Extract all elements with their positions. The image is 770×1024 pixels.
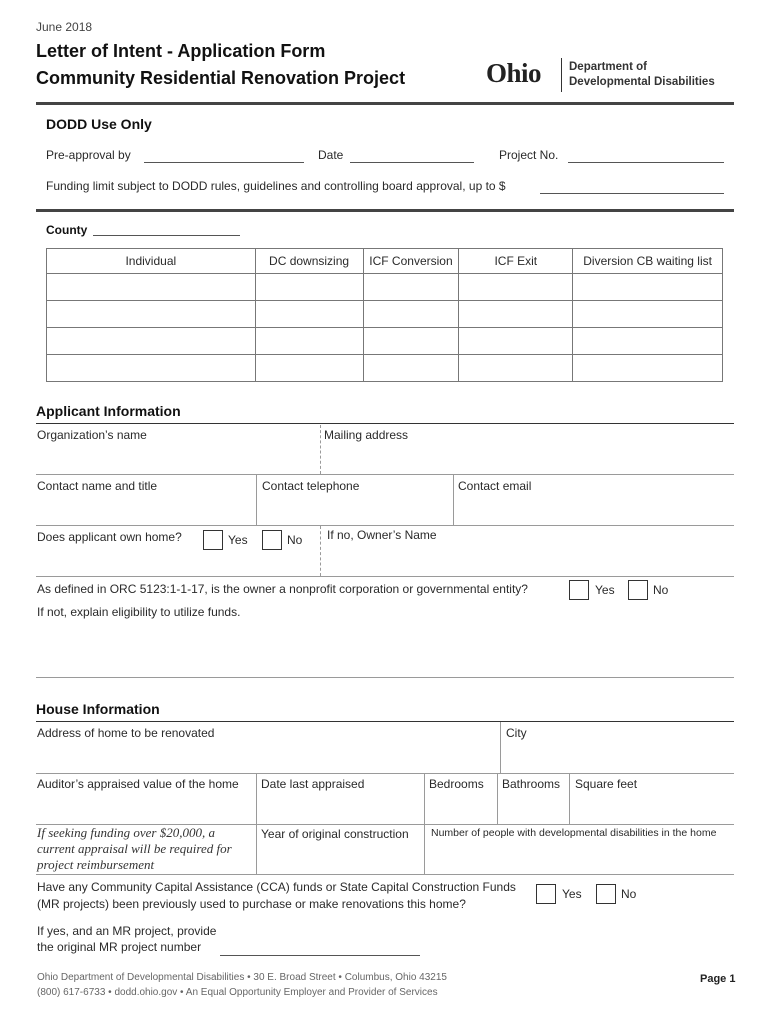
cca-no-checkbox[interactable] — [596, 884, 616, 904]
appraisal-note-line3: project reimbursement — [37, 857, 155, 872]
footer-address: Ohio Department of Developmental Disabilities • 30 E. Broad Street • Columbus, Ohio 43215 — [37, 972, 447, 983]
table-cell[interactable] — [255, 274, 363, 301]
mr-project-line2: the original MR project number — [37, 940, 202, 954]
table-cell[interactable] — [459, 274, 573, 301]
orc-yes-label: Yes — [595, 583, 615, 597]
col-icf-conversion: ICF Conversion — [363, 249, 459, 274]
appraisal-note-line2: current appraisal will be required for — [37, 841, 232, 856]
col-individual: Individual — [47, 249, 256, 274]
divider — [36, 773, 734, 774]
divider — [424, 774, 425, 824]
form-date: June 2018 — [36, 20, 93, 34]
own-home-yes-checkbox[interactable] — [203, 530, 223, 550]
table-row — [47, 328, 723, 355]
mr-project-line1: If yes, and an MR project, provide — [37, 924, 217, 938]
col-dc-downsizing: DC downsizing — [255, 249, 363, 274]
cca-yes-checkbox[interactable] — [536, 884, 556, 904]
date-field[interactable] — [350, 162, 474, 163]
page-number: Page 1 — [700, 973, 736, 985]
contact-name-label: Contact name and title — [37, 479, 158, 493]
applicant-heading-rule — [36, 423, 734, 424]
divider — [320, 526, 321, 576]
divider — [424, 825, 425, 874]
table-cell[interactable] — [573, 301, 723, 328]
divider — [36, 474, 734, 475]
form-subtitle: Community Residential Renovation Project — [36, 68, 406, 88]
form-title: Letter of Intent - Application Form — [36, 41, 326, 61]
year-construction-label: Year of original construction — [261, 827, 409, 841]
divider — [453, 475, 454, 525]
explain-eligibility-label: If not, explain eligibility to utilize funds. — [37, 605, 241, 619]
header-divider — [36, 102, 734, 105]
table-cell[interactable] — [573, 328, 723, 355]
own-home-yes-label: Yes — [228, 533, 248, 547]
mr-project-number-field[interactable] — [220, 955, 420, 956]
divider — [36, 874, 734, 875]
funding-limit-label: Funding limit subject to DODD rules, guidelines and controlling board approval, up to $ — [46, 179, 506, 193]
footer-contact: (800) 617-6733 • dodd.ohio.gov • An Equal Opportunity Employer and Provider of Services — [37, 987, 438, 998]
divider — [36, 677, 734, 678]
table-cell[interactable] — [573, 355, 723, 382]
col-diversion: Diversion CB waiting list — [573, 249, 723, 274]
city-label: City — [506, 726, 527, 740]
divider — [36, 525, 734, 526]
col-icf-exit: ICF Exit — [459, 249, 573, 274]
bedrooms-label: Bedrooms — [429, 777, 484, 791]
divider — [256, 825, 257, 874]
divider — [320, 425, 321, 474]
county-label: County — [46, 223, 88, 237]
table-cell[interactable] — [47, 328, 256, 355]
preapproval-label: Pre-approval by — [46, 148, 131, 162]
dodd-divider — [36, 209, 734, 212]
county-table — [46, 248, 723, 382]
table-cell[interactable] — [459, 328, 573, 355]
num-people-label: Number of people with developmental disabilities in the home — [431, 827, 717, 839]
table-cell[interactable] — [459, 301, 573, 328]
table-cell[interactable] — [363, 355, 459, 382]
owner-name-label: If no, Owner’s Name — [327, 528, 437, 542]
table-cell[interactable] — [47, 355, 256, 382]
dodd-use-heading: DODD Use Only — [46, 116, 152, 132]
own-home-label: Does applicant own home? — [37, 530, 182, 544]
orc-question-label: As defined in ORC 5123:1-1-17, is the owner a nonprofit corporation or governmental entity? — [37, 582, 528, 596]
address-label: Address of home to be renovated — [37, 726, 215, 740]
ohio-logo-text: Ohio — [486, 58, 542, 88]
ohio-logo — [486, 58, 726, 94]
table-cell[interactable] — [459, 355, 573, 382]
table-cell[interactable] — [573, 274, 723, 301]
divider — [36, 576, 734, 577]
bathrooms-label: Bathrooms — [502, 777, 561, 791]
county-table-header — [47, 249, 723, 274]
contact-telephone-label: Contact telephone — [262, 479, 360, 493]
preapproval-field[interactable] — [144, 162, 304, 163]
cca-question-line1: Have any Community Capital Assistance (CCA) funds or State Capital Construction Funds — [37, 880, 516, 894]
mailing-address-label: Mailing address — [324, 428, 409, 442]
appraisal-note — [37, 825, 232, 873]
table-cell[interactable] — [255, 301, 363, 328]
square-feet-label: Square feet — [575, 777, 638, 791]
divider — [256, 774, 257, 824]
orc-no-label: No — [653, 583, 669, 597]
table-cell[interactable] — [47, 274, 256, 301]
contact-email-label: Contact email — [458, 479, 532, 493]
divider — [497, 774, 498, 824]
house-heading-rule — [36, 721, 734, 722]
appraisal-note-line1: If seeking funding over $20,000, a — [37, 825, 215, 840]
county-field[interactable] — [93, 235, 240, 236]
table-cell[interactable] — [363, 328, 459, 355]
date-appraised-label: Date last appraised — [261, 777, 365, 791]
table-cell[interactable] — [363, 301, 459, 328]
table-cell[interactable] — [363, 274, 459, 301]
cca-yes-label: Yes — [562, 887, 582, 901]
date-label: Date — [318, 148, 344, 162]
table-cell[interactable] — [255, 355, 363, 382]
table-row — [47, 355, 723, 382]
auditor-value-label: Auditor’s appraised value of the home — [37, 777, 239, 791]
dept-name-line2: Developmental Disabilities — [569, 76, 715, 88]
table-row — [47, 274, 723, 301]
dept-name-line1: Department of — [569, 61, 647, 73]
house-heading: House Information — [36, 701, 160, 717]
orc-no-checkbox[interactable] — [628, 580, 648, 600]
orc-yes-checkbox[interactable] — [569, 580, 589, 600]
divider — [256, 475, 257, 525]
cca-no-label: No — [621, 887, 637, 901]
own-home-no-checkbox[interactable] — [262, 530, 282, 550]
divider — [569, 774, 570, 824]
divider — [500, 722, 501, 773]
table-row — [47, 301, 723, 328]
project-no-field[interactable] — [568, 162, 724, 163]
table-cell[interactable] — [47, 301, 256, 328]
applicant-heading: Applicant Information — [36, 403, 181, 419]
cca-question-line2: (MR projects) been previously used to purchase or make renovations this home? — [37, 897, 466, 911]
project-no-label: Project No. — [499, 148, 559, 162]
org-name-label: Organization’s name — [37, 428, 147, 442]
table-cell[interactable] — [255, 328, 363, 355]
funding-limit-field[interactable] — [540, 193, 724, 194]
own-home-no-label: No — [287, 533, 303, 547]
